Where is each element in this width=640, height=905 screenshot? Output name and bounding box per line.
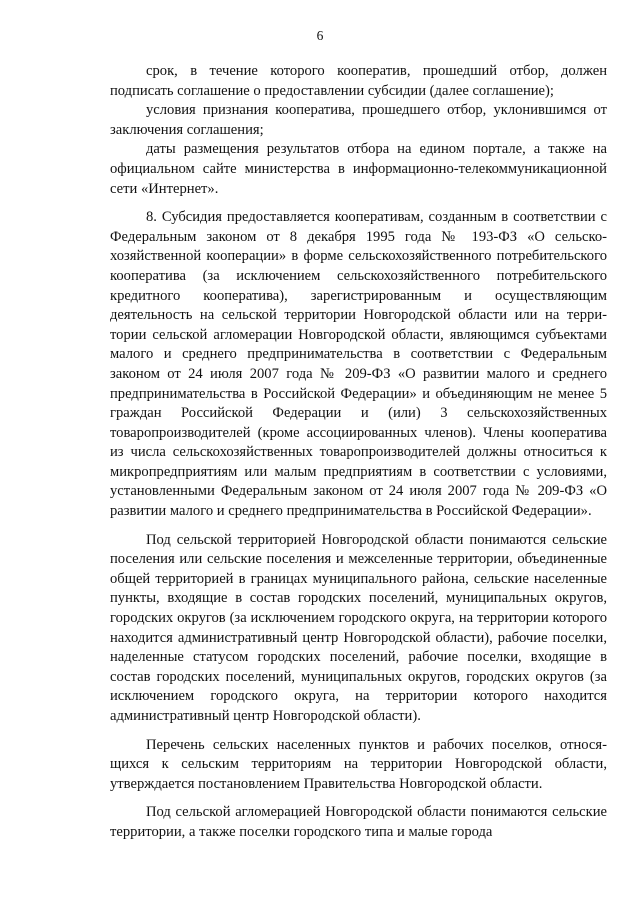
paragraph-rural-agglomeration-definition: Под сельской агломерацией Новгородской области понимаются сельские территории, а также поселки городского типа и малые города	[110, 804, 607, 840]
paragraph-rural-territory-definition: Под сельской территорией Новгородской области понимаются сельские поселения или сельские поселения и межселенные территории, объединенные общей территорией в границах муниципального района, сельские населенные пункты, входящие в состав городских поселений, муниципальных округов, городских округов (за исключением городского округа, на территории которого находится административный центр Новгородской области), рабочие поселки, наделенные статусом городских поселений, рабочие поселки, входящие в состав городских поселений, муниципальных округов, городских округов (за исключением городского округа, на территории которого находится административный центр Новгородской области).	[110, 531, 607, 724]
paragraph-subsidy-recipients: 8. Субсидия предоставляется кооперативам, созданным в соответствии с Федеральным законом от 8 декабря 1995 года № 193-ФЗ «О сельскохозяйственной кооперации» в форме сельскохозяйственного потребительского кооператива (за исключением сельскохозяйственного потребительского кредитного кооператива), зарегистрированным и осуществляющим деятельность на сельской территории Новгородской области или на территории сельской агломерации Новгородской области, являющимся субъектами малого и среднего предпринимательства в соответствии с Федеральным законом от 24 июля 2007 года № 209-ФЗ «О развитии малого и среднего предпринимательства в Российской Федерации» и объединяющим не менее 5 граждан Российской Федерации и (или) 3 сельскохозяйственных товаропроизводителей (кроме ассоциированных членов). Члены кооператива из числа сельскохозяйственных товаропроизводителей должны относиться к микропредприятиям или малым предприятиям в соответствии с условиями, установленными Федеральным законом от 24 июля 2007 года № 209-ФЗ «О развитии малого и среднего предпринимательства в Российской Федерации».	[110, 209, 607, 520]
page-number: 6	[316, 28, 324, 43]
paragraph-agreement-deadline: срок, в течение которого кооператив, прошедший отбор, должен подписать соглашение о предоставлении субсидии (далее соглашение);	[110, 63, 607, 99]
paragraph-settlements-list: Перечень сельских населенных пунктов и рабочих поселков, относящихся к сельским территориям на территории Новгородской области, утверждается постановлением Правительства Новгородской области.	[110, 736, 607, 792]
document-body	[110, 62, 607, 843]
paragraph-evasion-conditions: условия признания кооператива, прошедшего отбор, уклонившимся от заключения соглашения;	[110, 102, 607, 138]
paragraph-results-publication: даты размещения результатов отбора на едином портале, а также на официальном сайте министерства в информационно-телекоммуникационной сети «Интернет».	[110, 141, 607, 197]
